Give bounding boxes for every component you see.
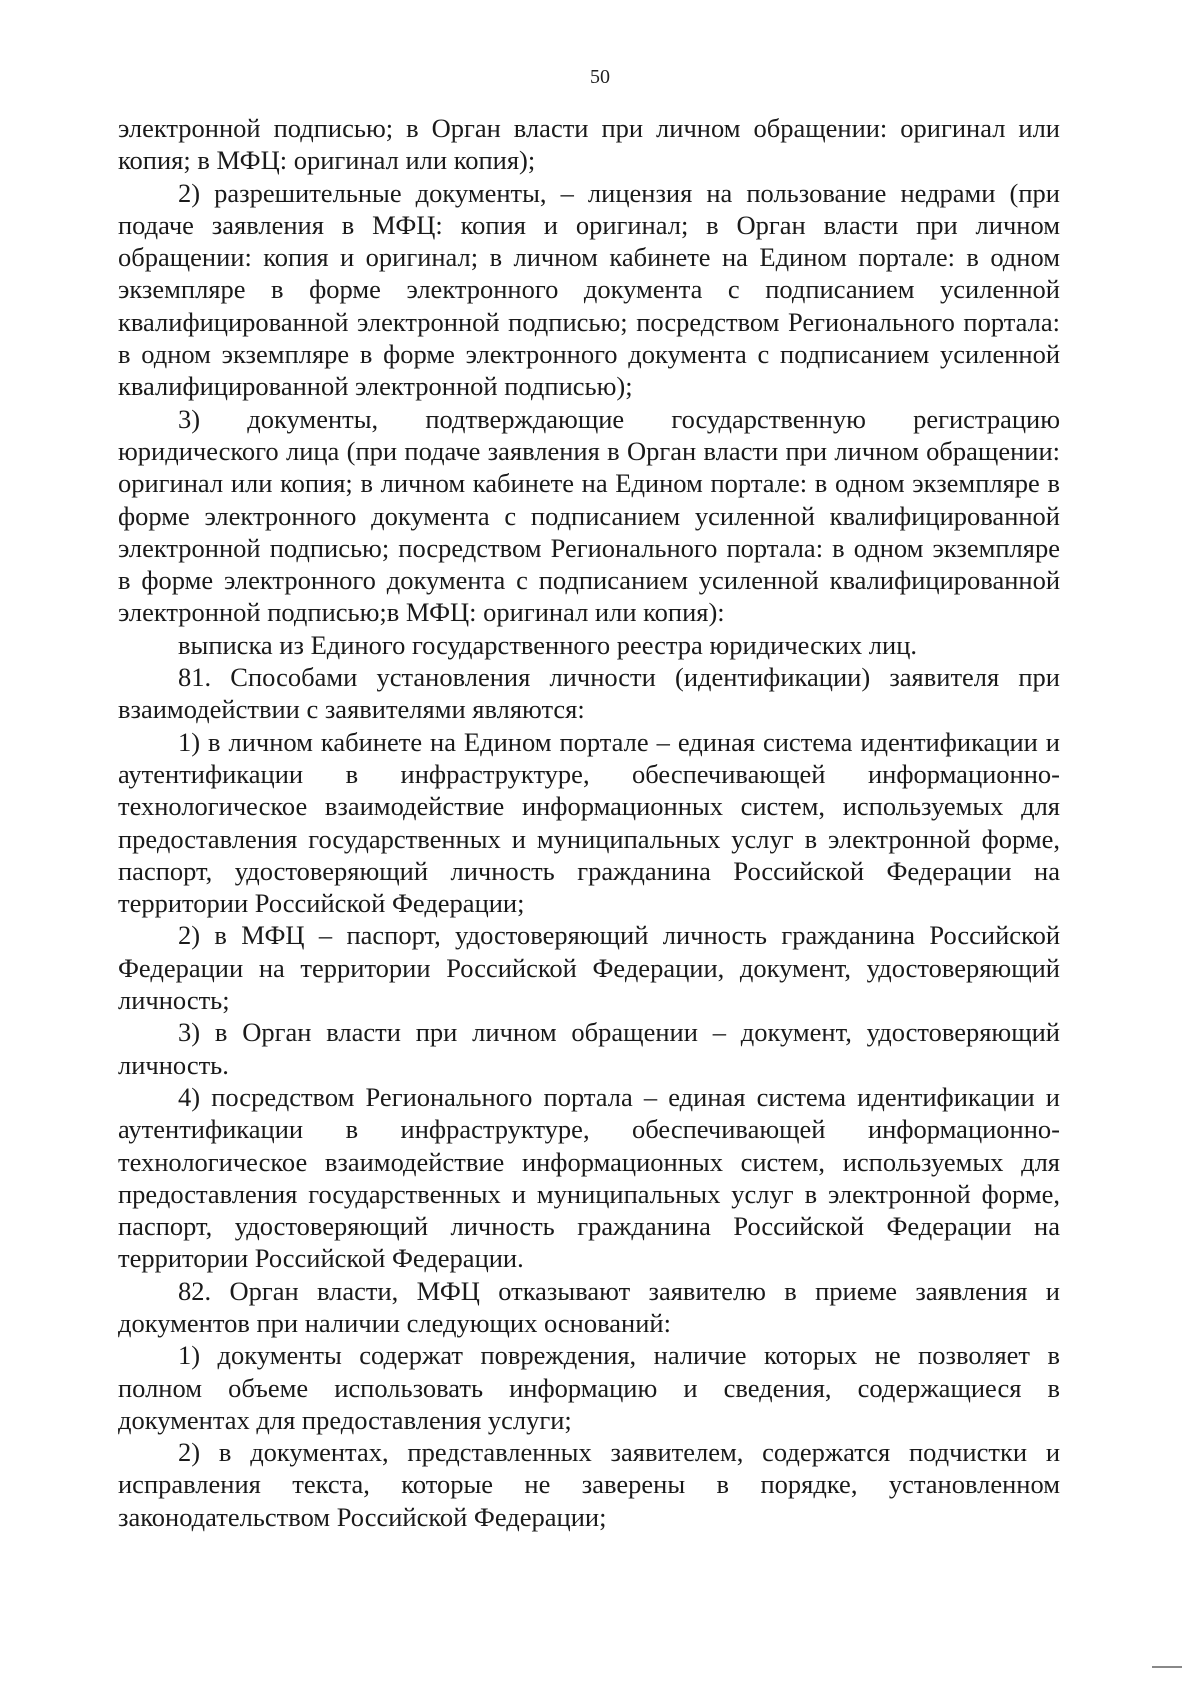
paragraph-82-item-1: 1) документы содержат повреждения, наличие которых не позволяет в полном объеме использовать информацию и сведения, содержащиеся в документах для предоставления услуги;	[118, 1340, 1060, 1435]
scan-edge-mark	[1152, 1666, 1182, 1668]
page-number: 50	[590, 66, 610, 88]
paragraph-registry-extract: выписка из Единого государственного реестра юридических лиц.	[178, 629, 917, 660]
paragraph-item-2-permits: 2) разрешительные документы, – лицензия на пользование недрами (при подаче заявления в МФЦ: копия и оригинал; в Орган власти при личном обращении: копия и оригинал; в личном кабинете на Едином портале: в одном экземпляре в форме электронного документа с подписанием усиленной квалифицированной электронной подписью; посредством Регионального портала: в одном экземпляре в форме электронного документа с подписанием усиленной квалифицированной электронной подписью);	[118, 177, 1060, 402]
paragraph-82-item-2: 2) в документах, представленных заявителем, содержатся подчистки и исправления текста, которые не заверены в порядке, установленном законодательством Российской Федерации;	[118, 1437, 1060, 1532]
paragraph-81-identification: 81. Способами установления личности (идентификации) заявителя при взаимодействии с заявителями являются:	[118, 662, 1060, 725]
paragraph-81-item-3: 3) в Орган власти при личном обращении – документ, удостоверяющий личность.	[118, 1017, 1060, 1080]
paragraph-81-item-1: 1) в личном кабинете на Едином портале – единая система идентификации и аутентификации в инфраструктуре, обеспечивающей информационно-технологическое взаимодействие информационных систем, используемых для предоставления государственных и муниципальных услуг в электронной форме, паспорт, удостоверяющий личность гражданина Российской Федерации на территории Российской Федерации;	[118, 726, 1060, 919]
paragraph-82-refusal: 82. Орган власти, МФЦ отказывают заявителю в приеме заявления и документов при наличии следующих оснований:	[118, 1275, 1060, 1338]
paragraph-81-item-2: 2) в МФЦ – паспорт, удостоверяющий личность гражданина Российской Федерации на территории Российской Федерации, документ, удостоверяющий личность;	[118, 920, 1060, 1016]
paragraph-81-item-4: 4) посредством Регионального портала – единая система идентификации и аутентификации в инфраструктуре, обеспечивающей информационно-технологическое взаимодействие информационных систем, используемых для предоставления государственных и муниципальных услуг в электронной форме, паспорт, удостоверяющий личность гражданина Российской Федерации на территории Российской Федерации.	[118, 1081, 1060, 1274]
paragraph-item-3-registration-docs: 3) документы, подтверждающие государственную регистрацию юридического лица (при подаче заявления в Орган власти при личном обращении: оригинал или копия; в личном кабинете на Едином портале: в одном экземпляре в форме электронного документа с подписанием усиленной квалифицированной электронной подписью; посредством Регионального портала: в одном экземпляре в форме электронного документа с подписанием усиленной квалифицированной электронной подписью;в МФЦ: оригинал или копия):	[118, 403, 1060, 628]
document-body	[118, 112, 1060, 1533]
paragraph-continuation: электронной подписью; в Орган власти при личном обращении: оригинал или копия; в МФЦ: оригинал или копия);	[118, 113, 1060, 176]
